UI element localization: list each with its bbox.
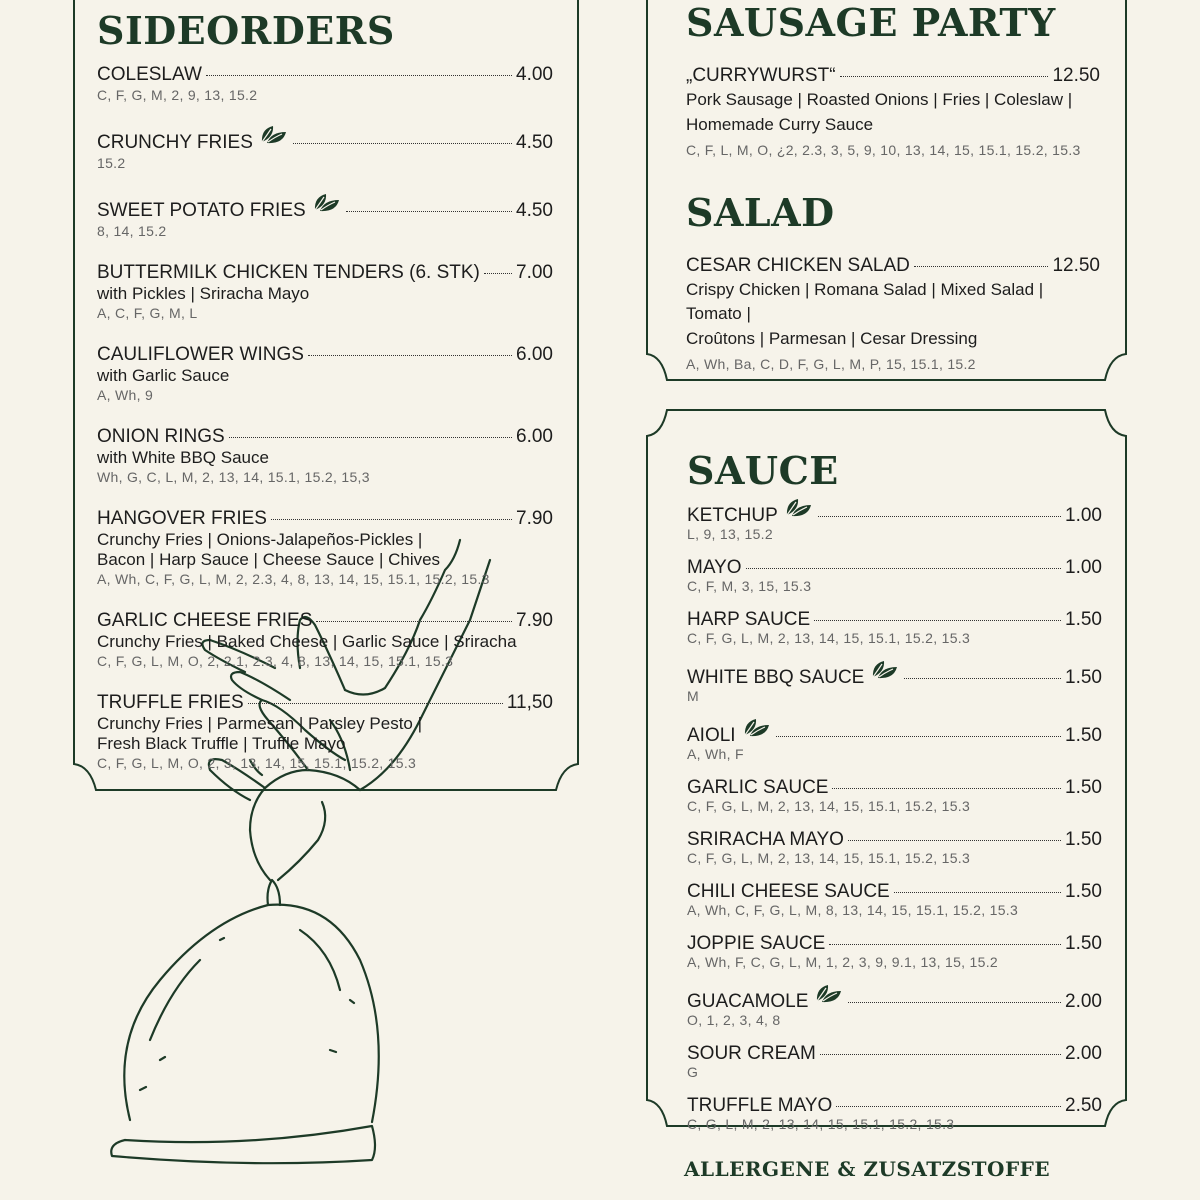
menu-item-row <box>97 262 553 284</box>
menu-item-row <box>687 609 1102 631</box>
menu-item-price: 7.90 <box>516 610 553 631</box>
menu-item-description: Crunchy Fries | Onions-Jalapeños-Pickles | <box>97 530 423 549</box>
dotted-leader <box>904 678 1061 679</box>
menu-item-allergens: G <box>687 1064 699 1080</box>
menu-item <box>97 262 553 322</box>
menu-item-price: 1.00 <box>1065 505 1102 526</box>
dotted-leader <box>840 76 1049 77</box>
dotted-leader <box>820 1054 1061 1055</box>
dotted-leader <box>316 621 512 622</box>
sauce-title: SAUCE <box>687 448 839 493</box>
menu-item <box>687 499 1102 543</box>
menu-item-row <box>687 881 1102 903</box>
menu-item-description: Pork Sausage | Roasted Onions | Fries | Coleslaw | <box>686 90 1073 109</box>
menu-item-row <box>97 344 553 366</box>
menu-item-price: 1.50 <box>1065 829 1102 850</box>
menu-item-allergens: 15.2 <box>97 155 126 171</box>
menu-item-row <box>97 194 553 222</box>
menu-item-price: 1.50 <box>1065 933 1102 954</box>
allergens-footer-label: ALLERGENE & ZUSATZSTOFFE <box>684 1157 1051 1181</box>
menu-item <box>687 1043 1102 1081</box>
menu-item <box>687 1095 1102 1133</box>
menu-item-row <box>687 985 1102 1013</box>
dotted-leader <box>484 273 512 274</box>
menu-item-name: JOPPIE SAUCE <box>687 933 826 954</box>
dotted-leader <box>914 266 1049 267</box>
leaf-icon <box>814 982 844 1004</box>
menu-item-name: „CURRYWURST“ <box>686 65 836 86</box>
dotted-leader <box>776 736 1061 737</box>
dotted-leader <box>818 516 1061 517</box>
menu-item-name: SWEET POTATO FRIES <box>97 200 306 221</box>
menu-item <box>687 881 1102 919</box>
menu-item <box>97 508 553 588</box>
menu-item <box>97 126 553 172</box>
menu-item-allergens: Wh, G, C, L, M, 2, 13, 14, 15.1, 15.2, 15,3 <box>97 469 370 485</box>
dotted-leader <box>848 840 1061 841</box>
menu-item-price: 1.50 <box>1065 777 1102 798</box>
menu-item-row <box>687 719 1102 747</box>
menu-item-row <box>97 64 553 86</box>
menu-item-name: TRUFFLE FRIES <box>97 692 244 713</box>
menu-item-name: KETCHUP <box>687 505 778 526</box>
menu-item-allergens: 8, 14, 15.2 <box>97 223 167 239</box>
menu-item-price: 1.50 <box>1065 609 1102 630</box>
menu-item-allergens: C, F, L, M, O, ¿2, 2.3, 3, 5, 9, 10, 13, 14, 15, 15.1, 15.2, 15.3 <box>686 142 1081 158</box>
menu-item-description: Homemade Curry Sauce <box>686 115 874 134</box>
menu-item-row <box>687 499 1102 527</box>
menu-item-name: MAYO <box>687 557 742 578</box>
menu-item-description: Crispy Chicken | Romana Salad | Mixed Salad | Tomato | <box>686 280 1044 323</box>
menu-item-allergens: M <box>687 688 699 704</box>
menu-item-allergens: C, F, G, L, M, 2, 13, 14, 15, 15.1, 15.2, 15.3 <box>687 630 971 646</box>
salad-list <box>686 255 1100 373</box>
menu-item-description: Crunchy Fries | Parmesan | Parsley Pesto | <box>97 714 423 733</box>
menu-item-price: 2.00 <box>1065 991 1102 1012</box>
menu-item <box>687 719 1102 763</box>
menu-item-name: BUTTERMILK CHICKEN TENDERS (6. STK) <box>97 262 480 283</box>
menu-item-row <box>97 692 553 714</box>
menu-item-allergens: O, 1, 2, 3, 4, 8 <box>687 1012 781 1028</box>
menu-item <box>97 344 553 404</box>
sideorders-title: SIDEORDERS <box>97 8 395 53</box>
menu-item-price: 12.50 <box>1052 65 1100 86</box>
menu-item-row <box>687 557 1102 579</box>
menu-item-name: AIOLI <box>687 725 736 746</box>
menu-item-name: CAULIFLOWER WINGS <box>97 344 304 365</box>
menu-item-allergens: A, Wh, 9 <box>97 387 154 403</box>
dotted-leader <box>894 892 1061 893</box>
menu-item <box>97 426 553 486</box>
dotted-leader <box>308 355 512 356</box>
menu-item-row <box>687 933 1102 955</box>
dotted-leader <box>814 620 1061 621</box>
menu-item-row <box>687 1043 1102 1065</box>
dotted-leader <box>206 75 512 76</box>
menu-item-name: TRUFFLE MAYO <box>687 1095 833 1116</box>
menu-item <box>97 194 553 240</box>
dotted-leader <box>746 568 1061 569</box>
menu-item-price: 12.50 <box>1052 255 1100 276</box>
dotted-leader <box>832 788 1061 789</box>
sausage-list <box>686 65 1100 159</box>
dotted-leader <box>248 703 503 704</box>
menu-item-allergens: A, C, F, G, M, L <box>97 305 198 321</box>
dotted-leader <box>346 211 512 212</box>
menu-item-name: GUACAMOLE <box>687 991 809 1012</box>
menu-item-allergens: A, Wh, F <box>687 746 744 762</box>
menu-item-price: 7.00 <box>516 262 553 283</box>
sausage-title: SAUSAGE PARTY <box>686 0 1056 45</box>
menu-item-price: 4.00 <box>516 64 553 85</box>
leaf-icon <box>870 658 900 680</box>
menu-item-name: ONION RINGS <box>97 426 225 447</box>
menu-item-name: COLESLAW <box>97 64 202 85</box>
menu-item-description: with White BBQ Sauce <box>97 448 269 467</box>
dotted-leader <box>829 944 1061 945</box>
menu-item-name: GARLIC CHEESE FRIES <box>97 610 313 631</box>
menu-item-description: Crunchy Fries | Baked Cheese | Garlic Sauce | Sriracha <box>97 632 517 651</box>
dotted-leader <box>293 143 512 144</box>
menu-item <box>97 64 553 104</box>
sausage-panel <box>686 0 1100 373</box>
menu-item-row <box>687 777 1102 799</box>
menu-item-row <box>97 508 553 530</box>
menu-item-description: Fresh Black Truffle | Truffle Mayo <box>97 734 346 753</box>
dotted-leader <box>229 437 512 438</box>
menu-item-row <box>686 65 1100 87</box>
leaf-icon <box>742 716 772 738</box>
menu-item <box>687 933 1102 971</box>
menu-item <box>686 255 1100 373</box>
menu-item-allergens: A, Wh, C, F, G, L, M, 8, 13, 14, 15, 15.1, 15.2, 15.3 <box>687 902 1019 918</box>
menu-item-name: CESAR CHICKEN SALAD <box>686 255 910 276</box>
menu-item-allergens: A, Wh, F, C, G, L, M, 1, 2, 3, 9, 9.1, 13, 15, 15.2 <box>687 954 998 970</box>
menu-item-price: 1.50 <box>1065 725 1102 746</box>
menu-item-price: 6.00 <box>516 344 553 365</box>
menu-item-name: SRIRACHA MAYO <box>687 829 844 850</box>
menu-item-description: with Garlic Sauce <box>97 366 230 385</box>
menu-item-price: 4.50 <box>516 200 553 221</box>
menu-item <box>687 661 1102 705</box>
menu-item-allergens: C, F, G, L, M, 2, 13, 14, 15, 15.1, 15.2, 15.3 <box>687 798 971 814</box>
menu-item-price: 2.50 <box>1065 1095 1102 1116</box>
menu-item-allergens: A, Wh, C, F, G, L, M, 2, 2.3, 4, 8, 13, 14, 15, 15.1, 15.2, 15.3 <box>97 571 490 587</box>
menu-item-allergens: C, F, M, 3, 15, 15.3 <box>687 578 812 594</box>
menu-item-row <box>687 829 1102 851</box>
menu-item-row <box>97 126 553 154</box>
menu-item-row <box>97 426 553 448</box>
menu-item <box>687 609 1102 647</box>
menu-item-row <box>687 661 1102 689</box>
menu-item-description: Croûtons | Parmesan | Cesar Dressing <box>686 329 978 348</box>
menu-item-price: 1.00 <box>1065 557 1102 578</box>
dotted-leader <box>271 519 512 520</box>
menu-item-name: WHITE BBQ SAUCE <box>687 667 865 688</box>
menu-item-price: 6.00 <box>516 426 553 447</box>
menu-item-name: GARLIC SAUCE <box>687 777 829 798</box>
menu-item-name: CHILI CHEESE SAUCE <box>687 881 890 902</box>
menu-item-name: SOUR CREAM <box>687 1043 816 1064</box>
menu-item <box>687 557 1102 595</box>
sauce-panel <box>687 448 1102 1133</box>
menu-item-allergens: C, F, G, L, M, 2, 13, 14, 15, 15.1, 15.2, 15.3 <box>687 850 971 866</box>
menu-item-price: 11,50 <box>506 692 553 713</box>
menu-item-price: 7.90 <box>516 508 553 529</box>
menu-item-allergens: C, F, G, L, M, O, 2, 3, 13, 14, 15, 15.1, 15.2, 15.3 <box>97 755 417 771</box>
menu-item-price: 4.50 <box>516 132 553 153</box>
sideorders-panel <box>97 8 553 772</box>
salad-title: SALAD <box>686 190 835 235</box>
menu-item-row <box>686 255 1100 277</box>
menu-item-name: HARP SAUCE <box>687 609 811 630</box>
menu-item <box>687 777 1102 815</box>
menu-item-price: 1.50 <box>1065 881 1102 902</box>
menu-item-price: 2.00 <box>1065 1043 1102 1064</box>
menu-item-name: CRUNCHY FRIES <box>97 132 253 153</box>
menu-item <box>97 610 553 670</box>
menu-item-description: with Pickles | Sriracha Mayo <box>97 284 310 303</box>
menu-item-row <box>687 1095 1102 1117</box>
menu-item <box>686 65 1100 159</box>
menu-item-price: 1.50 <box>1065 667 1102 688</box>
menu-item-allergens: C, G, L, M, 2, 13, 14, 15, 15.1, 15.2, 15.3 <box>687 1116 955 1132</box>
sideorders-list <box>97 64 553 772</box>
menu-item <box>97 692 553 772</box>
dotted-leader <box>848 1002 1061 1003</box>
menu-item-row <box>97 610 553 632</box>
menu-item <box>687 985 1102 1029</box>
menu-item <box>687 829 1102 867</box>
leaf-icon <box>259 123 289 145</box>
menu-item-allergens: A, Wh, Ba, C, D, F, G, L, M, P, 15, 15.1, 15.2 <box>686 356 976 372</box>
menu-item-allergens: L, 9, 13, 15.2 <box>687 526 773 542</box>
leaf-icon <box>312 191 342 213</box>
menu-item-description: Bacon | Harp Sauce | Cheese Sauce | Chives <box>97 550 441 569</box>
leaf-icon <box>784 496 814 518</box>
dotted-leader <box>836 1106 1061 1107</box>
menu-item-name: HANGOVER FRIES <box>97 508 267 529</box>
menu-item-allergens: C, F, G, L, M, O, 2, 2.1, 2.3, 4, 8, 13, 14, 15, 15.1, 15.3 <box>97 653 454 669</box>
menu-item-allergens: C, F, G, M, 2, 9, 13, 15.2 <box>97 87 258 103</box>
sauce-list <box>687 499 1102 1133</box>
